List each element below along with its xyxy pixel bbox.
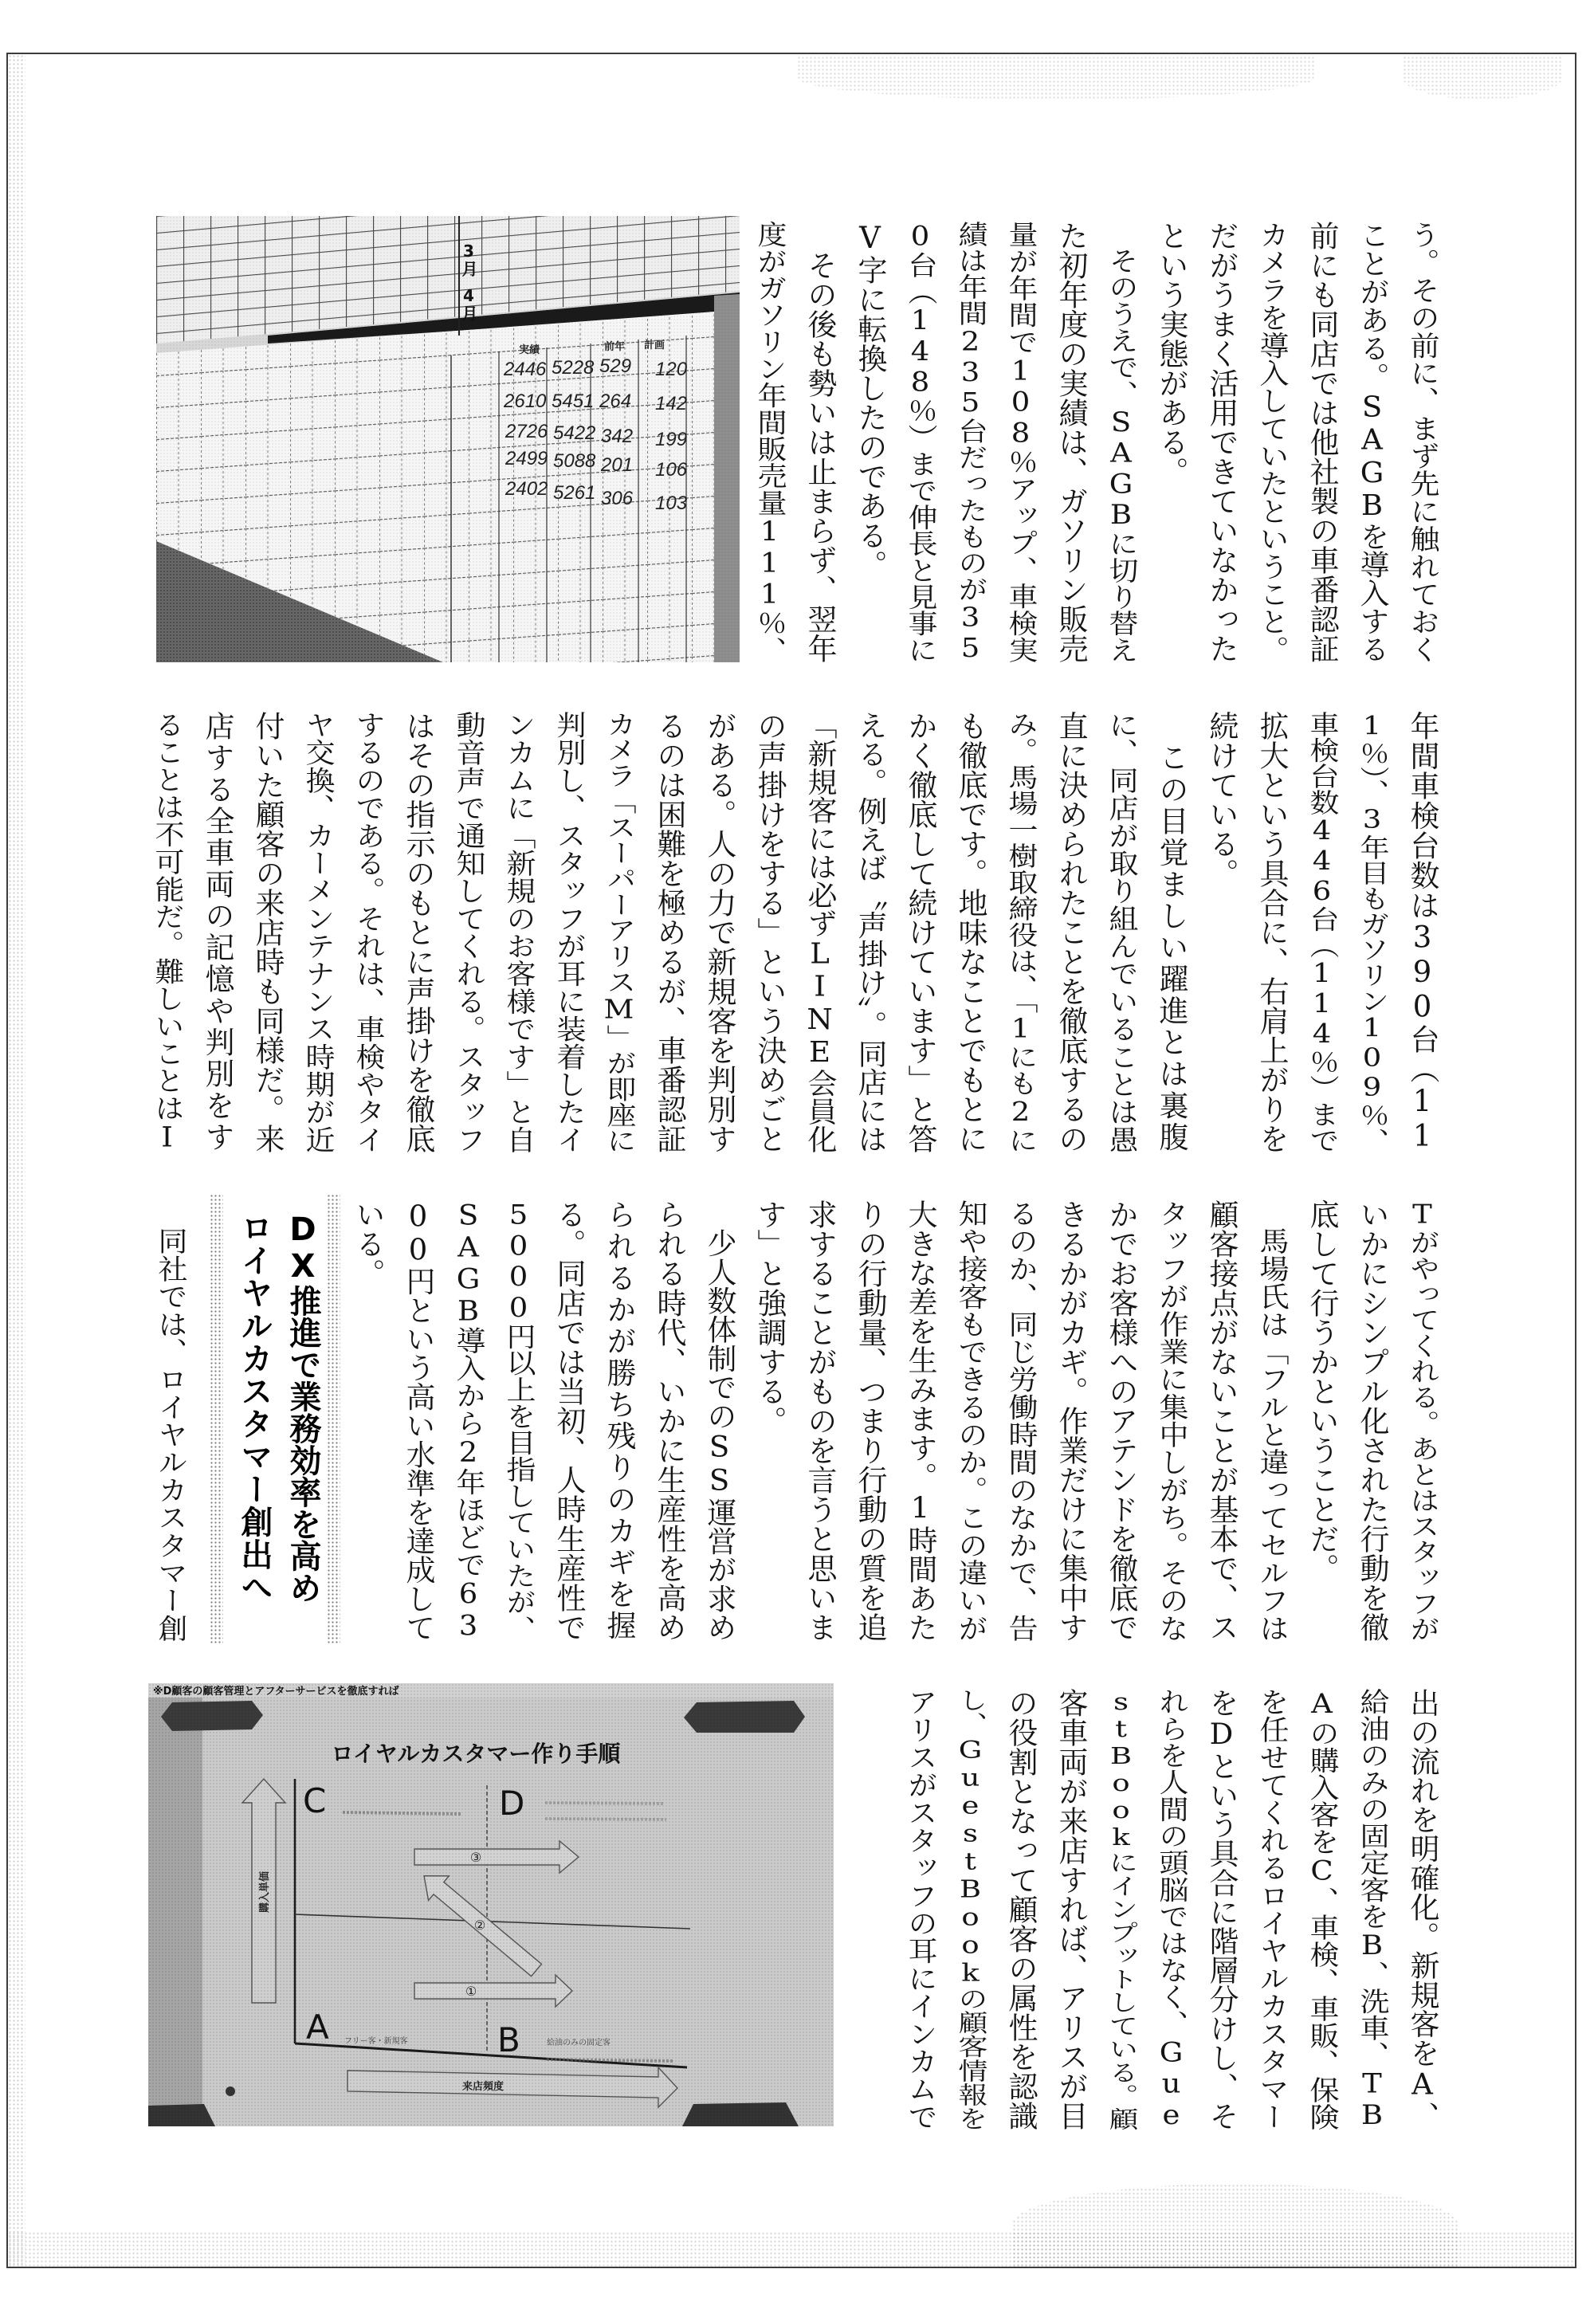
- column-text: す」と強調する。: [752, 1199, 787, 1435]
- text-column: [192, 711, 242, 1153]
- column-text: 底して行うかということだ。: [1305, 1199, 1339, 1583]
- text-column: [945, 711, 995, 1153]
- column-text: し、GuestBookの顧客情報を: [953, 1688, 987, 2130]
- column-text: 知や接客もできるのか。この違いが: [953, 1199, 987, 1642]
- text-column: [1046, 221, 1096, 663]
- text-column: [393, 1199, 443, 1642]
- column-text: の声掛けをする」という決めごと: [752, 711, 787, 1153]
- column-text: カメラ「スーパーアリスM」が即座に: [602, 711, 636, 1153]
- column-text: 車検台数446台（114％）まで: [1305, 711, 1339, 1153]
- text-column: [845, 1199, 895, 1642]
- text-column: [795, 1199, 845, 1642]
- text-column: [945, 1199, 995, 1642]
- column-text: Aの購入客をC、車検、車販、保険: [1305, 1688, 1339, 2130]
- column-text: 客車両が来店すれば、アリスが目: [1054, 1688, 1088, 2130]
- column-text: 店する全車両の記憶や判別をす: [200, 711, 234, 1153]
- column-text: 出の流れを明確化。新規客をA、: [1405, 1688, 1439, 2130]
- column-text: み。馬場一樹取締役は、「1にも2に: [1003, 711, 1038, 1153]
- quadrant-letter-c: C: [303, 1781, 327, 1820]
- text-column: [544, 711, 594, 1153]
- text-column: [493, 1199, 544, 1642]
- text-column: [242, 711, 292, 1153]
- text-column: [1297, 711, 1347, 1153]
- text-column: [393, 711, 443, 1153]
- column-text: りの行動量、つまり行動の質を追: [853, 1199, 887, 1642]
- text-column: [1397, 1199, 1447, 1642]
- column-text: その後も勢いは止まらず、翌年: [803, 221, 837, 663]
- text-column: [1247, 1688, 1297, 2130]
- column-text: この目覚ましい躍進とは裏腹: [1154, 711, 1188, 1153]
- value-cell: 5228: [552, 357, 595, 379]
- column-text: 量が年間で108％アップ、車検実: [1003, 221, 1038, 663]
- column-text: はその指示のもとに声掛けを徹底: [401, 711, 435, 1153]
- column-text: V字に転換したのである。: [853, 221, 887, 579]
- print-halftone-left-edge: [8, 54, 26, 2267]
- column-text: ヤ交換、カーメンテナンス時期が近: [300, 711, 335, 1153]
- text-column: [995, 1688, 1046, 2130]
- text-column: [1196, 1199, 1247, 1642]
- text-column: [1096, 1199, 1146, 1642]
- column-text: いる。: [351, 1199, 385, 1288]
- column-text: 「新規客には必ずLINE会員化: [803, 711, 837, 1153]
- text-column: [1146, 711, 1196, 1153]
- text-column: [1297, 1199, 1347, 1642]
- print-halftone-top-patch: [1403, 56, 1562, 100]
- column-text: かく徹底して続けています」と答: [903, 711, 937, 1153]
- x-axis-label: 来店頻度: [461, 2081, 505, 2093]
- poster-caption-strip: ※D顧客の顧客管理とアフターサービスを徹底すれば: [153, 1686, 399, 1698]
- text-column: [1146, 1199, 1196, 1642]
- column-text: 拡大という具合に、右肩上がりを: [1254, 711, 1289, 1153]
- text-column: [845, 711, 895, 1153]
- text-column: [744, 711, 795, 1153]
- text-column: [1347, 1688, 1397, 2130]
- column-text: だがうまく活用できていなかった: [1204, 221, 1239, 663]
- text-column: [1146, 1688, 1196, 2130]
- column-text: れらを人間の頭脳ではなく、Gue: [1154, 1688, 1188, 2130]
- value-cell: 201: [601, 454, 634, 476]
- text-column: [443, 711, 493, 1153]
- column-text: Tがやってくれる。あとはスタッフが: [1405, 1199, 1439, 1642]
- column-text: 付いた顧客の来店時も同様だ。来: [250, 711, 285, 1153]
- quadrant-caption-a: フリー客・新規客: [344, 2037, 408, 2046]
- text-column: [1046, 1199, 1096, 1642]
- column-text: を任せてくれるロイヤルカスタマー: [1254, 1688, 1289, 2130]
- text-tier-middle: [142, 711, 1447, 1153]
- column-text: 給油のみの固定客をB、洗車、TB: [1355, 1688, 1389, 2130]
- text-column: [895, 1199, 945, 1642]
- text-column: [1297, 1688, 1347, 2130]
- text-column: [1347, 221, 1397, 663]
- column-text: える。例えば〝声掛け〟。同店には: [853, 711, 887, 1153]
- text-column: [145, 1199, 195, 1642]
- column-text: ことがある。SAGBを導入する: [1355, 221, 1389, 663]
- column-text: に、同店が取り組んでいることは愚: [1104, 711, 1138, 1153]
- column-text: ることは不可能だ。難しいことはI: [150, 711, 184, 1153]
- column-text: をDという具合に階層分けし、そ: [1204, 1688, 1239, 2130]
- text-column: [795, 221, 845, 663]
- wall-chart-photo: [156, 216, 740, 662]
- column-text: きるかがカギ。作業だけに集中す: [1054, 1199, 1088, 1642]
- value-cell: 106: [655, 459, 688, 481]
- text-column: [945, 1688, 995, 2130]
- text-column: [1196, 1688, 1247, 2130]
- text-column: [995, 711, 1046, 1153]
- column-text: 00円という高い水準を達成して: [401, 1199, 435, 1642]
- text-column: [895, 711, 945, 1153]
- column-text: 動音声で通知してくれる。スタッフ: [451, 711, 485, 1153]
- text-column: [1046, 1688, 1096, 2130]
- text-column: [1096, 221, 1146, 663]
- value-cell: 142: [655, 393, 688, 414]
- text-column: [1397, 221, 1447, 663]
- column-text: 続けている。: [1204, 711, 1239, 888]
- column-text: 0台（148％）まで伸長と見事に: [903, 221, 937, 663]
- halftone-border-right: [327, 1194, 340, 1644]
- value-cell: 2446: [504, 359, 547, 380]
- column-header: 計画: [644, 340, 665, 351]
- value-cell: 529: [599, 355, 632, 377]
- column-text: 馬場氏は「フルと違ってセルフは: [1254, 1199, 1289, 1642]
- value-cell: 342: [601, 426, 634, 447]
- column-text: 顧客接点がないことが基本で、ス: [1204, 1199, 1239, 1642]
- column-text: 大きな差を生みます。1時間あた: [903, 1199, 937, 1642]
- section-heading: [230, 1211, 327, 1604]
- column-text: られる時代、いかに生産性を高め: [652, 1199, 686, 1642]
- column-text: 少人数体制でのSS運営が求め: [702, 1199, 736, 1642]
- column-header: 実績: [519, 344, 540, 356]
- text-column: [945, 221, 995, 663]
- text-column: [594, 1199, 644, 1642]
- text-column: [1196, 221, 1247, 663]
- text-column: [493, 711, 544, 1153]
- column-header: 前年: [604, 341, 626, 353]
- text-tier-lower: [343, 1199, 1447, 1642]
- value-cell: 5261: [553, 482, 596, 504]
- heading-line: [278, 1211, 327, 1604]
- value-cell: 264: [599, 391, 632, 412]
- column-text: いかにシンプル化された行動を徹: [1355, 1199, 1389, 1642]
- text-column: [1247, 711, 1297, 1153]
- value-cell: 5422: [553, 422, 596, 444]
- text-column: [1397, 1688, 1447, 2130]
- text-column: [1347, 711, 1397, 1153]
- value-cell: 306: [601, 488, 634, 509]
- text-column: [343, 711, 393, 1153]
- column-text: 前にも同店では他社製の車番認証: [1305, 221, 1339, 663]
- column-text: カメラを導入していたということ。: [1254, 221, 1289, 663]
- print-halftone-bottom-patch: [1012, 2184, 1459, 2267]
- column-text: stBookにインプットしている。顧: [1104, 1688, 1138, 2130]
- text-column: [544, 1199, 594, 1642]
- quadrant-letter-d: D: [499, 1784, 525, 1823]
- royal-customer-poster-photo: [148, 1683, 834, 2126]
- value-cell: 199: [655, 429, 688, 450]
- column-text: SAGB導入から2年ほどで63: [451, 1199, 485, 1642]
- text-tier-lower-continued: [145, 1199, 195, 1642]
- column-text: タッフが作業に集中しがち。そのな: [1154, 1199, 1188, 1642]
- column-text: るのか、同じ労働時間のなかで、告: [1003, 1199, 1038, 1642]
- quadrant-caption-b: 給油のみの固定客: [547, 2039, 611, 2047]
- column-text: がある。人の力で新規客を判別す: [702, 711, 736, 1153]
- text-column: [644, 1199, 694, 1642]
- value-cell: 2402: [505, 478, 548, 500]
- text-column: [694, 1199, 744, 1642]
- text-column: [1297, 221, 1347, 663]
- text-column: [443, 1199, 493, 1642]
- y-axis-label: 購入単価: [259, 1871, 271, 1914]
- heading-text: DX推進で業務効率を高め: [285, 1211, 321, 1604]
- text-column: [1247, 1199, 1297, 1642]
- text-column: [1046, 711, 1096, 1153]
- column-text: アリスがスタッフの耳にインカムで: [903, 1688, 937, 2130]
- text-column: [995, 1199, 1046, 1642]
- column-text: 求することがものを言うと思いま: [803, 1199, 837, 1642]
- value-cell: 103: [655, 493, 688, 514]
- text-column: [1397, 711, 1447, 1153]
- text-column: [694, 711, 744, 1153]
- column-text: 同社では、ロイヤルカスタマー創: [153, 1199, 187, 1642]
- step-2-badge: ②: [473, 1918, 486, 1933]
- month-label: 3月: [459, 241, 478, 277]
- column-text: するのである。それは、車検やタイ: [351, 711, 385, 1153]
- quadrant-letter-a: A: [306, 2008, 329, 2047]
- text-column: [895, 1688, 945, 2130]
- month-label: 4月: [459, 286, 478, 321]
- text-column: [644, 711, 694, 1153]
- value-cell: 2610: [504, 391, 547, 412]
- column-text: 年間車検台数は390台（11: [1405, 711, 1439, 1153]
- column-text: 績は年間235台だったものが35: [953, 221, 987, 663]
- print-halftone-top-patch: [797, 56, 1315, 100]
- value-cell: 5088: [553, 450, 596, 472]
- column-text: も徹底です。地味なことでもとに: [953, 711, 987, 1153]
- text-column: [744, 1199, 795, 1642]
- text-column: [1096, 711, 1146, 1153]
- text-column: [895, 221, 945, 663]
- column-text: た初年度の実績は、ガソリン販売: [1054, 221, 1088, 663]
- column-text: 5000円以上を目指していたが、: [501, 1199, 536, 1642]
- quadrant-letter-b: B: [497, 2020, 520, 2059]
- column-text: 判別し、スタッフが耳に装着したイ: [552, 711, 586, 1153]
- text-column: [1196, 711, 1247, 1153]
- column-text: 1％）、3年目もガソリン109％、: [1355, 711, 1389, 1153]
- value-cell: 5451: [552, 391, 595, 412]
- column-text: そのうえで、SAGBに切り替え: [1104, 221, 1138, 663]
- column-text: 度がガソリン年間販売量111％、: [752, 221, 787, 663]
- text-tier-bottom: [895, 1688, 1447, 2130]
- step-1-badge: ①: [465, 1984, 477, 1999]
- text-column: [142, 711, 192, 1153]
- text-column: [343, 1199, 393, 1642]
- text-tier-top: [744, 221, 1447, 663]
- text-column: [744, 221, 795, 663]
- text-column: [1247, 221, 1297, 663]
- halftone-border-left: [210, 1194, 223, 1644]
- text-column: [845, 221, 895, 663]
- step-3-badge: ③: [469, 1850, 482, 1865]
- column-text: られるかが勝ち残りのカギを握: [602, 1199, 636, 1642]
- heading-line: [230, 1211, 278, 1604]
- heading-text: ロイヤルカスタマー創出へ: [236, 1211, 273, 1604]
- text-column: [292, 711, 343, 1153]
- column-text: う。その前に、まず先に触れておく: [1405, 221, 1439, 663]
- value-cell: 2726: [505, 421, 548, 442]
- column-text: ンカムに「新規のお客様です」と自: [501, 711, 536, 1153]
- text-column: [795, 711, 845, 1153]
- value-cell: 2499: [505, 448, 548, 469]
- column-text: の役割となって顧客の属性を認識: [1003, 1688, 1038, 2130]
- column-text: 直に決められたことを徹底するの: [1054, 711, 1088, 1153]
- value-cell: 120: [655, 359, 688, 380]
- poster-title: ロイヤルカスタマー作り手順: [331, 1741, 621, 1767]
- text-column: [594, 711, 644, 1153]
- column-text: る。同店では当初、人時生産性で: [552, 1199, 586, 1642]
- column-text: かでお客様へのアテンドを徹底で: [1104, 1199, 1138, 1642]
- column-text: るのは困難を極めるが、車番認証: [652, 711, 686, 1153]
- text-column: [995, 221, 1046, 663]
- text-column: [1096, 1688, 1146, 2130]
- column-text: という実態がある。: [1154, 221, 1188, 486]
- text-column: [1347, 1199, 1397, 1642]
- text-column: [1146, 221, 1196, 663]
